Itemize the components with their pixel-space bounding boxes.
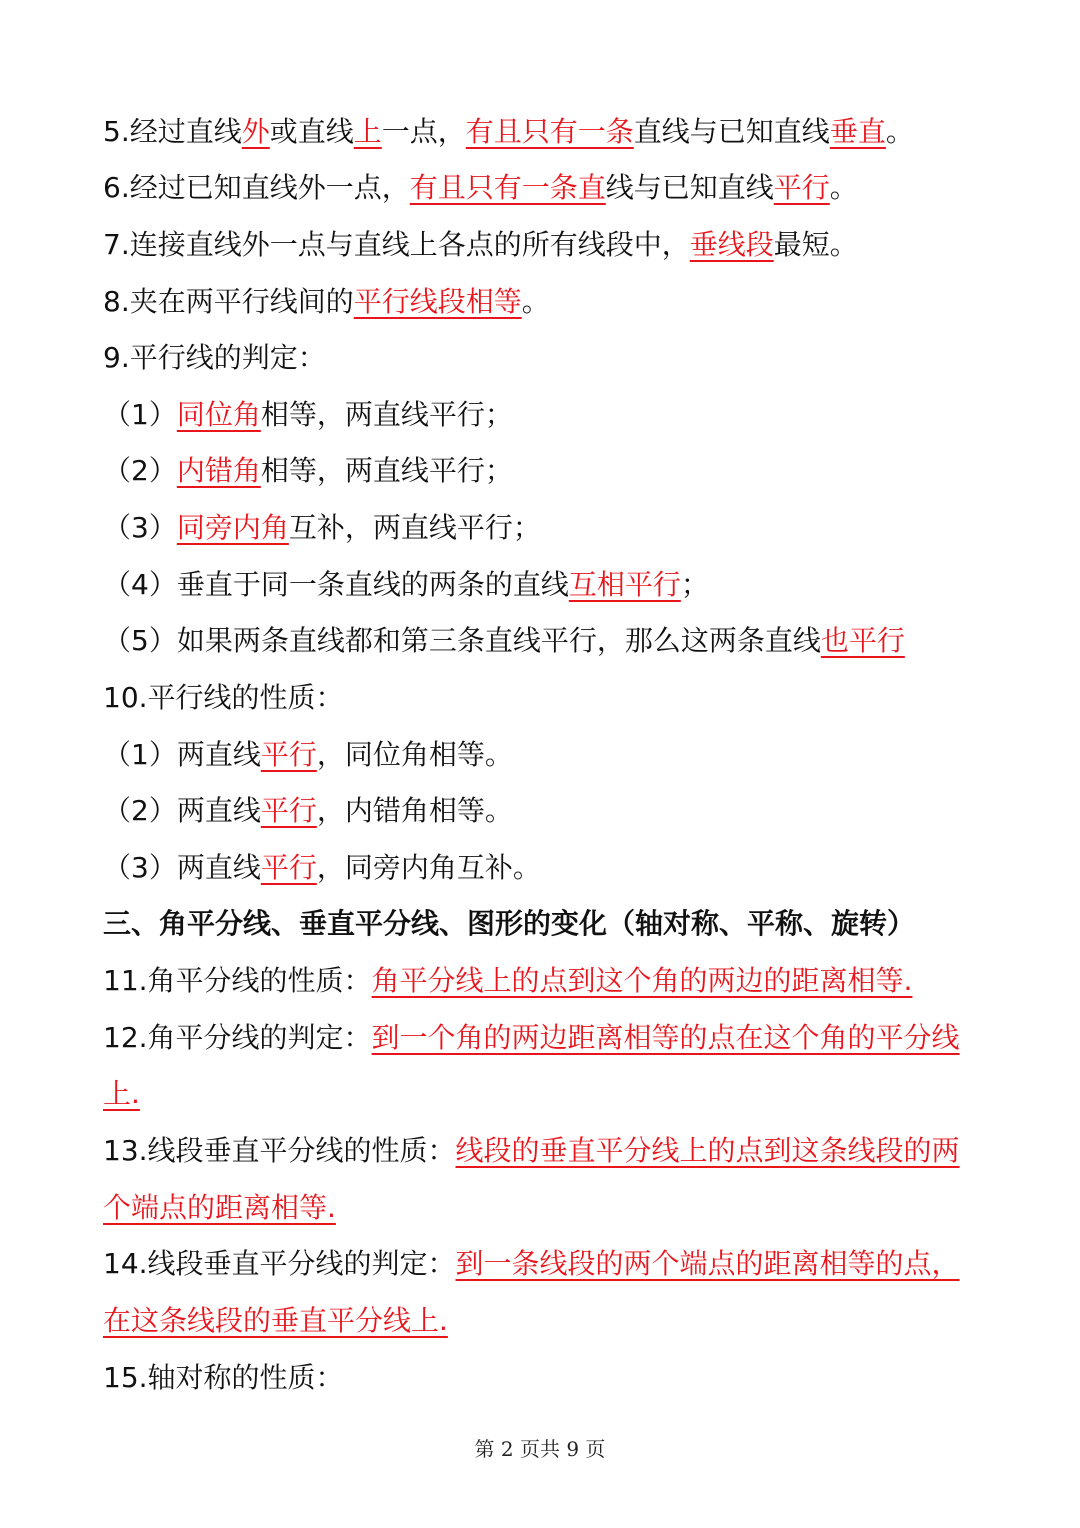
text-line	[103, 735, 983, 775]
line-text: （4）垂直于同一条直线的两条的直线	[103, 568, 569, 601]
line-text: （2）	[103, 454, 177, 487]
line-text: （1）两直线	[103, 738, 261, 771]
answer-text: 垂直	[829, 115, 886, 148]
line-text: 一点，	[381, 115, 466, 148]
line-text: 相等，两直线平行；	[260, 454, 513, 487]
text-line	[103, 1188, 983, 1228]
answer-text: 平行	[260, 851, 317, 884]
text-line	[103, 168, 983, 208]
text-line	[103, 395, 983, 435]
line-text: （3）	[103, 511, 177, 544]
line-text: 6.经过已知直线外一点，	[103, 171, 410, 204]
line-text: 9.平行线的判定：	[103, 341, 326, 374]
line-text: 8.夹在两平行线间的	[103, 285, 354, 318]
answer-text: 互相平行	[568, 568, 681, 601]
text-line	[103, 621, 983, 661]
answer-text: 外	[241, 115, 270, 148]
line-text: 或直线	[269, 115, 354, 148]
answer-text: 平行线段相等	[353, 285, 522, 318]
answer-text: 同旁内角	[176, 511, 289, 544]
answer-text: 垂线段	[689, 228, 774, 261]
page-footer: 第 2 页共 9 页	[474, 1437, 606, 1461]
answer-text: 平行	[773, 171, 830, 204]
line-text: 最短。	[773, 228, 858, 261]
line-text: 14.线段垂直平分线的判定：	[103, 1247, 456, 1280]
answer-text: 也平行	[820, 624, 905, 657]
line-text: ，内错角相等。	[316, 794, 513, 827]
answer-text: 线段的垂直平分线上的点到这条线段的两	[455, 1134, 960, 1167]
line-text: ；	[680, 568, 709, 601]
line-text: 11.角平分线的性质：	[103, 964, 372, 997]
text-line	[103, 1244, 983, 1284]
line-text: ，同旁内角互补。	[316, 851, 541, 884]
line-text: 12.角平分线的判定：	[103, 1021, 372, 1054]
text-line	[103, 1358, 983, 1398]
line-text: 相等，两直线平行；	[260, 398, 513, 431]
line-text: 15.轴对称的性质：	[103, 1361, 344, 1394]
text-line	[103, 1018, 983, 1058]
answer-text: 角平分线上的点到这个角的两边的距离相等.	[371, 964, 913, 997]
line-text: （5）如果两条直线都和第三条直线平行，那么这两条直线	[103, 624, 821, 657]
answer-text: 个端点的距离相等.	[103, 1191, 336, 1224]
text-line	[103, 451, 983, 491]
line-text: 10.平行线的性质：	[103, 681, 344, 714]
text-line	[103, 565, 983, 605]
text-line	[103, 1074, 983, 1114]
section-heading	[103, 904, 983, 944]
text-line	[103, 282, 983, 322]
text-line	[103, 961, 983, 1001]
line-text: 直线与已知直线	[633, 115, 830, 148]
answer-text: 有且只有一条	[465, 115, 634, 148]
line-text: 5.经过直线	[103, 115, 242, 148]
answer-text: 平行	[260, 794, 317, 827]
text-line	[103, 112, 983, 152]
answer-text: 上.	[103, 1077, 140, 1110]
line-text: ，同位角相等。	[316, 738, 513, 771]
text-line	[103, 678, 983, 718]
line-text: 。	[829, 171, 858, 204]
answer-text: 在这条线段的垂直平分线上.	[103, 1304, 448, 1337]
line-text: 7.连接直线外一点与直线上各点的所有线段中，	[103, 228, 690, 261]
text-line	[103, 1131, 983, 1171]
answer-text: 平行	[260, 738, 317, 771]
answer-text: 到一条线段的两个端点的距离相等的点，	[455, 1247, 960, 1280]
line-text: （2）两直线	[103, 794, 261, 827]
text-line	[103, 848, 983, 888]
text-line	[103, 1301, 983, 1341]
answer-text: 同位角	[176, 398, 261, 431]
answer-text: 到一个角的两边距离相等的点在这个角的平分线	[371, 1021, 960, 1054]
text-line	[103, 508, 983, 548]
text-line	[103, 225, 983, 265]
line-text: 。	[521, 285, 550, 318]
line-text: 线与已知直线	[605, 171, 774, 204]
line-text: 13.线段垂直平分线的性质：	[103, 1134, 456, 1167]
text-line	[103, 338, 983, 378]
answer-text: 有且只有一条直	[409, 171, 606, 204]
line-text: 。	[885, 115, 914, 148]
answer-text: 上	[353, 115, 382, 148]
answer-text: 内错角	[176, 454, 261, 487]
line-text: （1）	[103, 398, 177, 431]
line-text: （3）两直线	[103, 851, 261, 884]
line-text: 互补，两直线平行；	[288, 511, 541, 544]
line-text: 三、角平分线、垂直平分线、图形的变化（轴对称、平称、旋转）	[103, 907, 916, 940]
text-line	[103, 791, 983, 831]
